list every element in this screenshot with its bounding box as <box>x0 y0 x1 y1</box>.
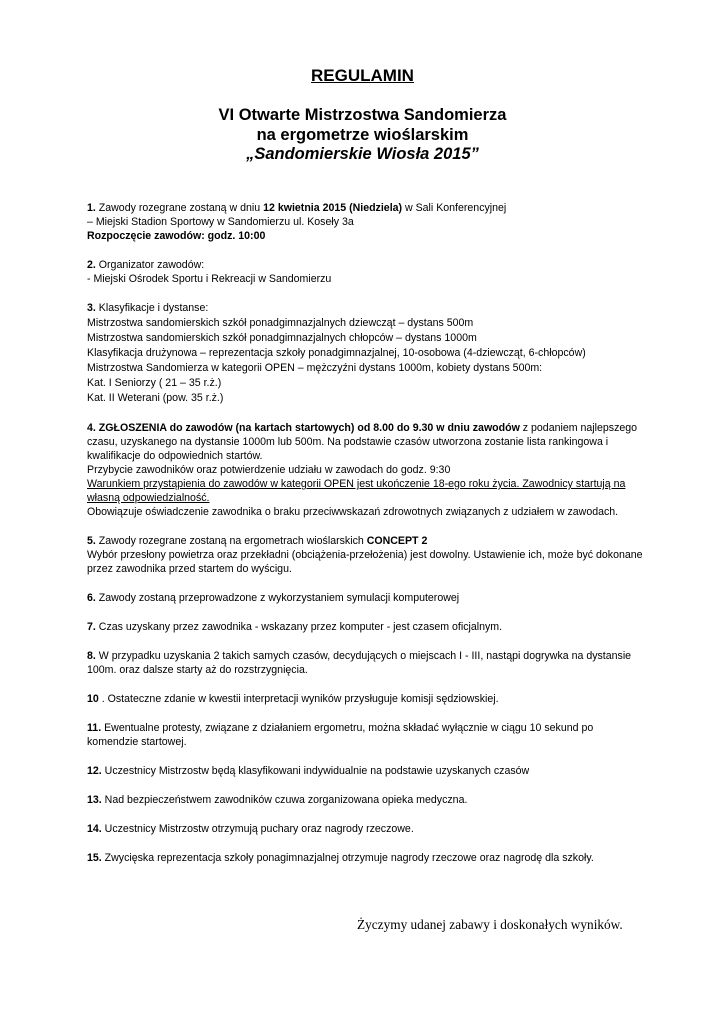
section-15-text <box>87 851 647 865</box>
section-2-line-2: - Miejski Ośrodek Sportu i Rekreacji w Sandomierzu <box>87 273 332 285</box>
section-5-line-1 <box>87 534 647 548</box>
section-8 <box>87 649 647 677</box>
section-3-line: Mistrzostwa sandomierskich szkół ponadgimnazjalnych dziewcząt – dystans 500m <box>87 317 474 329</box>
section-3-line-1 <box>87 301 647 316</box>
section-12-text <box>87 764 647 778</box>
subtitle-line-2: na ergometrze wioślarskim <box>256 125 469 144</box>
section-2-text-a: Organizator zawodów: <box>95 259 205 271</box>
section-10-text <box>87 692 647 706</box>
section-6-number: 6. <box>87 592 96 604</box>
section-3-line: Kat. II Weterani (pow. 35 r.ż.) <box>87 392 224 404</box>
section-7-number: 7. <box>87 621 96 633</box>
section-8-text <box>87 649 647 677</box>
section-3-text-a: Klasyfikacje i dystanse: <box>95 302 209 314</box>
section-4-requirement: Warunkiem przystąpienia do zawodów w kategorii OPEN jest ukończenie 18-ego roku życia. Zawodnicy startują na własną odpowiedzialność. <box>87 478 626 504</box>
section-4-text-a: z podaniem najlepszego czasu, uzyskanego na dystansie 1000m lub 500m. Na podstawie czasów utworzona zostanie lista rankingowa i kwalifikacje do odpowiednich startów. <box>87 422 638 462</box>
section-12-number: 12. <box>87 765 102 777</box>
section-10-number: 10 <box>87 693 99 705</box>
section-2-number: 2. <box>87 259 96 271</box>
section-2-line-1 <box>87 258 647 272</box>
subtitle-block <box>0 106 725 165</box>
section-4-line-4: Obowiązuje oświadczenie zawodnika o braku przeciwwskazań zdrowotnych związanych z udziałem w zawodach. <box>87 506 619 518</box>
section-1-text-b: w Sali Konferencyjnej <box>402 202 507 214</box>
section-2 <box>87 258 647 286</box>
section-13-text <box>87 793 647 807</box>
section-7 <box>87 620 647 634</box>
section-13-number: 13. <box>87 794 102 806</box>
section-1 <box>87 201 647 243</box>
section-8-body: W przypadku uzyskania 2 takich samych czasów, decydujących o miejscach I - III, nastąpi dogrywka na dystansie 100m. oraz dalsze starty aż do rozstrzygnięcia. <box>87 650 632 676</box>
section-4-paragraph-1 <box>87 421 647 463</box>
section-11-text <box>87 721 647 749</box>
section-4-line-2: Przybycie zawodników oraz potwierdzenie udziału w zawodach do godz. 9:30 <box>87 464 451 476</box>
section-12-body: Uczestnicy Mistrzostw będą klasyfikowani indywidualnie na podstawie uzyskanych czasów <box>101 765 530 777</box>
section-1-line-1 <box>87 201 647 215</box>
section-5 <box>87 534 647 576</box>
section-3-line: Mistrzostwa sandomierskich szkół ponadgimnazjalnych chłopców – dystans 1000m <box>87 332 477 344</box>
section-6-text <box>87 591 647 605</box>
section-3-line: Klasyfikacja drużynowa – reprezentacja szkoły ponadgimnazjalnej, 10-osobowa (4-dziewcząt, 6-chłopców) <box>87 347 586 359</box>
section-6 <box>87 591 647 605</box>
section-13-body: Nad bezpieczeństwem zawodników czuwa zorganizowana opieka medyczna. <box>101 794 468 806</box>
section-1-number: 1. <box>87 202 96 214</box>
section-3-line: Kat. I Seniorzy ( 21 – 35 r.ż.) <box>87 377 222 389</box>
section-15-number: 15. <box>87 852 102 864</box>
page-title: REGULAMIN <box>311 66 414 85</box>
section-14-number: 14. <box>87 823 102 835</box>
section-1-start-time: Rozpoczęcie zawodów: godz. 10:00 <box>87 230 266 242</box>
section-4-heading: 4. ZGŁOSZENIA do zawodów (na kartach startowych) od 8.00 do 9.30 w dniu zawodów <box>87 422 520 434</box>
section-3-line: Mistrzostwa Sandomierza w kategorii OPEN – mężczyźni dystans 1000m, kobiety dystans 500m: <box>87 362 543 374</box>
section-4 <box>87 421 647 519</box>
section-1-text-a: Zawody rozegrane zostaną w dniu <box>95 202 264 214</box>
section-5-text-a: Zawody rozegrane zostaną na ergometrach wioślarskich <box>95 535 367 547</box>
regulations-body <box>87 201 647 876</box>
section-3-number: 3. <box>87 302 96 314</box>
subtitle-line-3: „Sandomierskie Wiosła 2015” <box>246 145 479 163</box>
section-5-number: 5. <box>87 535 96 547</box>
section-11 <box>87 721 647 749</box>
section-1-line-2: – Miejski Stadion Sportowy w Sandomierzu ul. Koseły 3a <box>87 216 354 228</box>
section-1-date: 12 kwietnia 2015 (Niedziela) <box>263 202 403 214</box>
section-14-text <box>87 822 647 836</box>
section-7-body: Czas uzyskany przez zawodnika - wskazany przez komputer - jest czasem oficjalnym. <box>95 621 503 633</box>
closing-wishes: Życzymy udanej zabawy i doskonałych wyników. <box>357 917 623 932</box>
section-15 <box>87 851 647 865</box>
section-8-number: 8. <box>87 650 96 662</box>
section-13 <box>87 793 647 807</box>
section-7-text <box>87 620 647 634</box>
section-3 <box>87 301 647 406</box>
section-5-line-2: Wybór przesłony powietrza oraz przekładni (obciążenia-przełożenia) jest dowolny. Ustawienie ich, może być dokonane przez zawodnika przed startem do wyścigu. <box>87 549 643 575</box>
section-10 <box>87 692 647 706</box>
section-15-body: Zwycięska reprezentacja szkoły ponagimnazjalnej otrzymuje nagrody rzeczowe oraz nagrodę dla szkoły. <box>101 852 594 864</box>
section-14 <box>87 822 647 836</box>
section-12 <box>87 764 647 778</box>
section-10-body: . Ostateczne zdanie w kwestii interpretacji wyników przysługuje komisji sędziowskiej. <box>98 693 499 705</box>
section-5-ergometer: CONCEPT 2 <box>366 535 428 547</box>
subtitle-line-1: VI Otwarte Mistrzostwa Sandomierza <box>218 106 507 124</box>
section-11-body: Ewentualne protesty, związane z działaniem ergometru, można składać wyłącznie w ciągu 10 sekund po komendzie startowej. <box>87 722 594 748</box>
section-11-number: 11. <box>87 722 102 734</box>
section-14-body: Uczestnicy Mistrzostw otrzymują puchary oraz nagrody rzeczowe. <box>101 823 414 835</box>
section-6-body: Zawody zostaną przeprowadzone z wykorzystaniem symulacji komputerowej <box>95 592 460 604</box>
